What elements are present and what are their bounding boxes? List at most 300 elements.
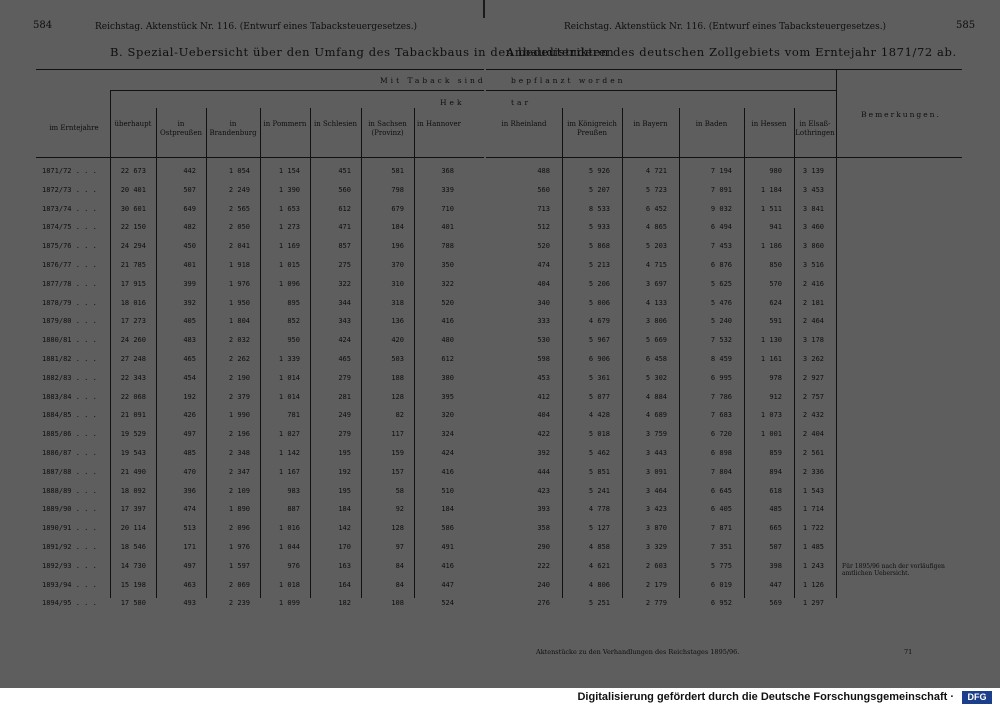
row-year: 1885/86 . . . <box>42 430 97 439</box>
right-column-header: in Bayern <box>633 120 668 128</box>
row-year: 1889/90 . . . <box>42 505 97 514</box>
table-cell: 92 <box>395 505 404 514</box>
table-cell: 618 <box>769 486 782 495</box>
table-cell: 513 <box>183 524 196 533</box>
table-cell: 781 <box>287 411 300 420</box>
table-cell: 6 405 <box>710 505 732 514</box>
table-cell: 17 915 <box>120 279 146 288</box>
table-cell: 3 697 <box>645 279 667 288</box>
table-cell: 5 669 <box>645 336 667 345</box>
table-cell: 857 <box>338 242 351 251</box>
table-cell: 976 <box>287 561 300 570</box>
table-cell: 184 <box>441 505 454 514</box>
table-cell: 451 <box>338 167 351 175</box>
row-year: 1887/88 . . . <box>42 467 97 476</box>
row-year: 1883/84 . . . <box>42 392 97 401</box>
table-cell: 84 <box>395 561 404 570</box>
table-cell: 2 348 <box>228 449 250 457</box>
table-cell: 2 239 <box>228 599 250 608</box>
table-cell: 2 032 <box>228 336 250 345</box>
table-cell: 5 926 <box>588 167 610 175</box>
table-cell: 18 546 <box>120 543 146 551</box>
table-cell: 195 <box>338 486 351 495</box>
table-cell: 222 <box>537 561 550 570</box>
table-cell: 1 018 <box>278 580 300 589</box>
table-cell: 471 <box>338 223 351 232</box>
right-column-header: in Hessen <box>751 120 787 128</box>
table-cell: 474 <box>183 505 196 514</box>
right-running-head: Reichstag. Aktenstück Nr. 116. (Entwurf eines Tabacksteuergesetzes.) <box>564 22 887 32</box>
table-cell: 1 339 <box>278 355 300 363</box>
row-year: 1881/82 . . . <box>42 355 97 363</box>
right-page-number: 585 <box>956 20 976 31</box>
table-cell: 503 <box>391 355 404 363</box>
left-page-number: 584 <box>33 20 53 31</box>
table-cell: 17 273 <box>120 317 146 326</box>
table-cell: 649 <box>183 204 196 213</box>
table-cell: 1 142 <box>278 449 300 457</box>
table-cell: 320 <box>441 411 454 420</box>
table-cell: 6 494 <box>710 223 732 232</box>
table-cell: 512 <box>537 223 550 232</box>
table-cell: 1 186 <box>760 242 782 251</box>
table-cell: 894 <box>769 467 782 476</box>
table-cell: 1 990 <box>228 411 250 420</box>
table-cell: 3 806 <box>645 317 667 326</box>
table-cell: 279 <box>338 430 351 439</box>
table-cell: 117 <box>391 430 404 439</box>
table-cell: 5 207 <box>588 185 610 194</box>
table-cell: 2 379 <box>228 392 250 401</box>
table-cell: 1 014 <box>278 392 300 401</box>
left-column-header: in Pommern <box>263 120 307 128</box>
table-cell: 978 <box>769 373 782 382</box>
table-cell: 184 <box>391 223 404 232</box>
table-cell: 679 <box>391 204 404 213</box>
table-cell: 184 <box>338 505 351 514</box>
table-cell: 163 <box>338 561 351 570</box>
table-cell: 560 <box>338 185 351 194</box>
right-span-rule <box>486 90 836 91</box>
table-cell: 4 689 <box>645 411 667 420</box>
table-cell: 453 <box>537 373 550 382</box>
remark-note: Für 1895/96 nach der vorläufigen amtlichen Uebersicht. <box>842 563 945 577</box>
table-cell: 1 918 <box>228 261 250 269</box>
table-cell: 358 <box>537 524 550 533</box>
table-cell: 1 073 <box>760 411 782 420</box>
table-cell: 22 343 <box>120 373 146 382</box>
table-cell: 1 273 <box>278 223 300 232</box>
table-cell: 5 361 <box>588 373 610 382</box>
remarks-column-divider <box>836 69 837 598</box>
table-cell: 21 785 <box>120 261 146 269</box>
table-cell: 1 543 <box>802 486 824 495</box>
table-cell: 182 <box>338 599 351 608</box>
table-cell: 482 <box>183 223 196 232</box>
table-cell: 7 786 <box>710 392 732 401</box>
table-cell: 18 016 <box>120 298 146 307</box>
left-column-header: in Schlesien <box>313 120 358 128</box>
table-cell: 192 <box>183 392 196 401</box>
table-cell: 1 027 <box>278 430 300 439</box>
table-cell: 950 <box>287 336 300 345</box>
row-year: 1876/77 . . . <box>42 261 97 269</box>
table-cell: 850 <box>769 261 782 269</box>
table-cell: 2 096 <box>228 524 250 533</box>
table-cell: 401 <box>183 261 196 269</box>
table-cell: 520 <box>441 298 454 307</box>
table-cell: 22 150 <box>120 223 146 232</box>
table-cell: 412 <box>537 392 550 401</box>
table-cell: 1 976 <box>228 543 250 551</box>
table-cell: 97 <box>395 543 404 551</box>
table-cell: 1 511 <box>760 204 782 213</box>
table-cell: 2 561 <box>802 449 824 457</box>
table-cell: 447 <box>441 580 454 589</box>
table-cell: 485 <box>183 449 196 457</box>
table-cell: 21 091 <box>120 411 146 420</box>
span-rule <box>110 90 484 91</box>
table-cell: 491 <box>441 543 454 551</box>
table-cell: 7 453 <box>710 242 732 251</box>
table-cell: 5 868 <box>588 242 610 251</box>
table-cell: 1 001 <box>760 430 782 439</box>
table-cell: 1 890 <box>228 505 250 514</box>
table-cell: 392 <box>183 298 196 307</box>
left-column-header: in Brandenburg <box>209 120 257 137</box>
table-cell: 5 206 <box>588 279 610 288</box>
table-cell: 510 <box>441 486 454 495</box>
table-cell: 2 196 <box>228 430 250 439</box>
table-cell: 5 967 <box>588 336 610 345</box>
table-cell: 6 645 <box>710 486 732 495</box>
left-column-header: in Ostpreußen <box>160 120 202 137</box>
table-cell: 497 <box>183 561 196 570</box>
table-cell: 188 <box>391 373 404 382</box>
table-cell: 4 858 <box>588 543 610 551</box>
table-cell: 136 <box>391 317 404 326</box>
table-cell: 4 715 <box>645 261 667 269</box>
table-cell: 171 <box>183 543 196 551</box>
table-cell: 507 <box>769 543 782 551</box>
table-cell: 447 <box>769 580 782 589</box>
table-cell: 6 906 <box>588 355 610 363</box>
table-cell: 84 <box>395 580 404 589</box>
year-column-header: im Erntejahre <box>49 124 99 132</box>
table-cell: 1 161 <box>760 355 782 363</box>
table-cell: 2 050 <box>228 223 250 232</box>
row-year: 1880/81 . . . <box>42 336 97 345</box>
table-cell: 5 077 <box>588 392 610 401</box>
table-top-rule <box>36 69 484 70</box>
table-cell: 3 262 <box>802 355 824 363</box>
table-cell: 5 241 <box>588 486 610 495</box>
table-cell: 2 432 <box>802 411 824 420</box>
table-cell: 2 069 <box>228 580 250 589</box>
row-year: 1882/83 . . . <box>42 373 97 382</box>
table-cell: 624 <box>769 298 782 307</box>
right-column-header: im Königreich Preußen <box>567 120 617 137</box>
right-table-top-rule <box>486 69 962 70</box>
table-cell: 22 068 <box>120 392 146 401</box>
table-cell: 520 <box>537 242 550 251</box>
table-cell: 343 <box>338 317 351 326</box>
table-cell: 859 <box>769 449 782 457</box>
table-cell: 7 804 <box>710 467 732 476</box>
table-cell: 2 249 <box>228 185 250 194</box>
right-page <box>486 0 1000 688</box>
row-year: 1875/76 . . . <box>42 242 97 251</box>
left-running-head: Reichstag. Aktenstück Nr. 116. (Entwurf eines Tabacksteuergesetzes.) <box>95 22 418 32</box>
right-sub-span-header: tar <box>511 98 532 107</box>
table-cell: 1 976 <box>228 279 250 288</box>
table-cell: 581 <box>391 167 404 175</box>
table-cell: 15 198 <box>120 580 146 589</box>
table-cell: 1 597 <box>228 561 250 570</box>
table-cell: 6 898 <box>710 449 732 457</box>
table-cell: 416 <box>441 561 454 570</box>
table-cell: 788 <box>441 242 454 251</box>
table-cell: 2 109 <box>228 486 250 495</box>
row-year: 1878/79 . . . <box>42 298 97 307</box>
table-cell: 3 178 <box>802 336 824 345</box>
table-cell: 2 464 <box>802 317 824 326</box>
table-cell: 1 099 <box>278 599 300 608</box>
table-cell: 7 532 <box>710 336 732 345</box>
table-cell: 422 <box>537 430 550 439</box>
table-cell: 3 759 <box>645 430 667 439</box>
table-cell: 426 <box>183 411 196 420</box>
left-span-header: Mit Taback sind <box>380 76 486 85</box>
table-cell: 310 <box>391 279 404 288</box>
table-cell: 912 <box>769 392 782 401</box>
table-cell: 4 679 <box>588 317 610 326</box>
table-cell: 3 139 <box>802 167 824 175</box>
row-year: 1894/95 . . . <box>42 599 97 608</box>
row-year: 1886/87 . . . <box>42 449 97 457</box>
table-cell: 322 <box>338 279 351 288</box>
table-cell: 8 533 <box>588 204 610 213</box>
right-span-header: bepflanzt worden <box>511 76 626 85</box>
table-cell: 276 <box>537 599 550 608</box>
row-year: 1888/89 . . . <box>42 486 97 495</box>
table-cell: 895 <box>287 298 300 307</box>
table-cell: 322 <box>441 279 454 288</box>
table-cell: 4 806 <box>588 580 610 589</box>
table-cell: 3 860 <box>802 242 824 251</box>
table-cell: 7 871 <box>710 524 732 533</box>
table-cell: 249 <box>338 411 351 420</box>
table-cell: 980 <box>769 167 782 175</box>
table-cell: 170 <box>338 543 351 551</box>
table-cell: 318 <box>391 298 404 307</box>
table-cell: 5 018 <box>588 430 610 439</box>
table-cell: 483 <box>183 336 196 345</box>
table-cell: 2 779 <box>645 599 667 608</box>
left-column-header: in Hannover <box>417 120 461 128</box>
table-cell: 488 <box>537 167 550 175</box>
digitization-banner <box>0 688 1000 707</box>
table-cell: 21 490 <box>120 467 146 476</box>
table-cell: 164 <box>338 580 351 589</box>
table-cell: 192 <box>338 467 351 476</box>
table-cell: 3 870 <box>645 524 667 533</box>
table-cell: 713 <box>537 204 550 213</box>
table-cell: 8 459 <box>710 355 732 363</box>
table-cell: 2 404 <box>802 430 824 439</box>
table-cell: 6 458 <box>645 355 667 363</box>
table-cell: 399 <box>183 279 196 288</box>
table-cell: 396 <box>183 486 196 495</box>
table-cell: 290 <box>537 543 550 551</box>
table-cell: 157 <box>391 467 404 476</box>
table-cell: 340 <box>537 298 550 307</box>
table-cell: 2 603 <box>645 561 667 570</box>
table-cell: 195 <box>338 449 351 457</box>
table-cell: 983 <box>287 486 300 495</box>
dfg-logo-icon: DFG <box>962 691 992 704</box>
table-cell: 423 <box>537 486 550 495</box>
row-year: 1884/85 . . . <box>42 411 97 420</box>
right-header-bottom-rule <box>486 157 962 158</box>
table-cell: 2 927 <box>802 373 824 382</box>
table-cell: 416 <box>441 317 454 326</box>
table-cell: 665 <box>769 524 782 533</box>
row-year: 1893/94 . . . <box>42 580 97 589</box>
table-cell: 196 <box>391 242 404 251</box>
table-cell: 470 <box>183 467 196 476</box>
table-cell: 393 <box>537 505 550 514</box>
table-cell: 530 <box>537 336 550 345</box>
table-cell: 798 <box>391 185 404 194</box>
table-cell: 1 014 <box>278 373 300 382</box>
table-cell: 240 <box>537 580 550 589</box>
table-cell: 6 995 <box>710 373 732 382</box>
row-year: 1872/73 . . . <box>42 185 97 194</box>
table-cell: 4 133 <box>645 298 667 307</box>
table-cell: 333 <box>537 317 550 326</box>
table-cell: 4 428 <box>588 411 610 420</box>
table-cell: 392 <box>537 449 550 457</box>
table-cell: 344 <box>338 298 351 307</box>
table-cell: 27 248 <box>120 355 146 363</box>
table-cell: 6 952 <box>710 599 732 608</box>
table-cell: 7 351 <box>710 543 732 551</box>
table-cell: 6 876 <box>710 261 732 269</box>
table-cell: 339 <box>441 185 454 194</box>
table-cell: 1 722 <box>802 524 824 533</box>
table-cell: 24 260 <box>120 336 146 345</box>
table-cell: 4 865 <box>645 223 667 232</box>
table-cell: 569 <box>769 599 782 608</box>
table-cell: 24 294 <box>120 242 146 251</box>
table-cell: 5 462 <box>588 449 610 457</box>
table-cell: 507 <box>183 185 196 194</box>
table-cell: 368 <box>441 167 454 175</box>
table-cell: 279 <box>338 373 351 382</box>
left-column-header: überhaupt <box>114 120 152 128</box>
table-cell: 3 453 <box>802 185 824 194</box>
table-cell: 404 <box>537 279 550 288</box>
table-cell: 20 401 <box>120 185 146 194</box>
table-cell: 1 390 <box>278 185 300 194</box>
table-cell: 5 476 <box>710 298 732 307</box>
table-cell: 7 194 <box>710 167 732 175</box>
table-cell: 1 130 <box>760 336 782 345</box>
table-cell: 485 <box>769 505 782 514</box>
remarks-header: Bemerkungen. <box>861 110 941 119</box>
right-sheet-number: 71 <box>904 648 913 656</box>
table-cell: 5 251 <box>588 599 610 608</box>
table-cell: 3 329 <box>645 543 667 551</box>
table-cell: 2 565 <box>228 204 250 213</box>
table-cell: 19 543 <box>120 449 146 457</box>
table-cell: 444 <box>537 467 550 476</box>
table-cell: 4 778 <box>588 505 610 514</box>
table-cell: 5 302 <box>645 373 667 382</box>
table-cell: 5 775 <box>710 561 732 570</box>
table-cell: 398 <box>769 561 782 570</box>
table-cell: 1 184 <box>760 185 782 194</box>
table-cell: 58 <box>395 486 404 495</box>
table-cell: 454 <box>183 373 196 382</box>
row-year: 1891/92 . . . <box>42 543 97 551</box>
table-cell: 5 933 <box>588 223 610 232</box>
table-cell: 19 529 <box>120 430 146 439</box>
table-cell: 275 <box>338 261 351 269</box>
dfg-banner-text: Digitalisierung gefördert durch die Deutsche Forschungsgemeinschaft · <box>577 691 954 703</box>
table-cell: 6 720 <box>710 430 732 439</box>
table-cell: 3 516 <box>802 261 824 269</box>
table-cell: 852 <box>287 317 300 326</box>
table-cell: 1 154 <box>278 167 300 175</box>
table-cell: 401 <box>441 223 454 232</box>
table-cell: 420 <box>391 336 404 345</box>
row-year: 1892/93 . . . <box>42 561 97 570</box>
right-column-header: in Elsaß-Lothringen <box>795 120 835 137</box>
table-cell: 442 <box>183 167 196 175</box>
table-cell: 497 <box>183 430 196 439</box>
table-cell: 395 <box>441 392 454 401</box>
table-cell: 3 443 <box>645 449 667 457</box>
table-cell: 1 804 <box>228 317 250 326</box>
table-cell: 14 730 <box>120 561 146 570</box>
table-cell: 5 851 <box>588 467 610 476</box>
right-column-header: in Rheinland <box>501 120 547 128</box>
table-cell: 1 653 <box>278 204 300 213</box>
table-cell: 17 580 <box>120 599 146 608</box>
table-cell: 3 464 <box>645 486 667 495</box>
row-year: 1890/91 . . . <box>42 524 97 533</box>
table-cell: 424 <box>441 449 454 457</box>
table-cell: 3 423 <box>645 505 667 514</box>
table-cell: 5 240 <box>710 317 732 326</box>
table-cell: 2 757 <box>802 392 824 401</box>
table-cell: 612 <box>441 355 454 363</box>
table-cell: 1 054 <box>228 167 250 175</box>
table-cell: 5 723 <box>645 185 667 194</box>
table-cell: 142 <box>338 524 351 533</box>
table-cell: 474 <box>537 261 550 269</box>
right-page-footer: Aktenstücke zu den Verhandlungen des Reichstages 1895/96. <box>536 648 740 656</box>
table-cell: 450 <box>183 242 196 251</box>
table-cell: 465 <box>338 355 351 363</box>
table-cell: 3 460 <box>802 223 824 232</box>
table-cell: 3 841 <box>802 204 824 213</box>
table-cell: 2 181 <box>802 298 824 307</box>
table-cell: 7 091 <box>710 185 732 194</box>
table-cell: 1 243 <box>802 561 824 570</box>
